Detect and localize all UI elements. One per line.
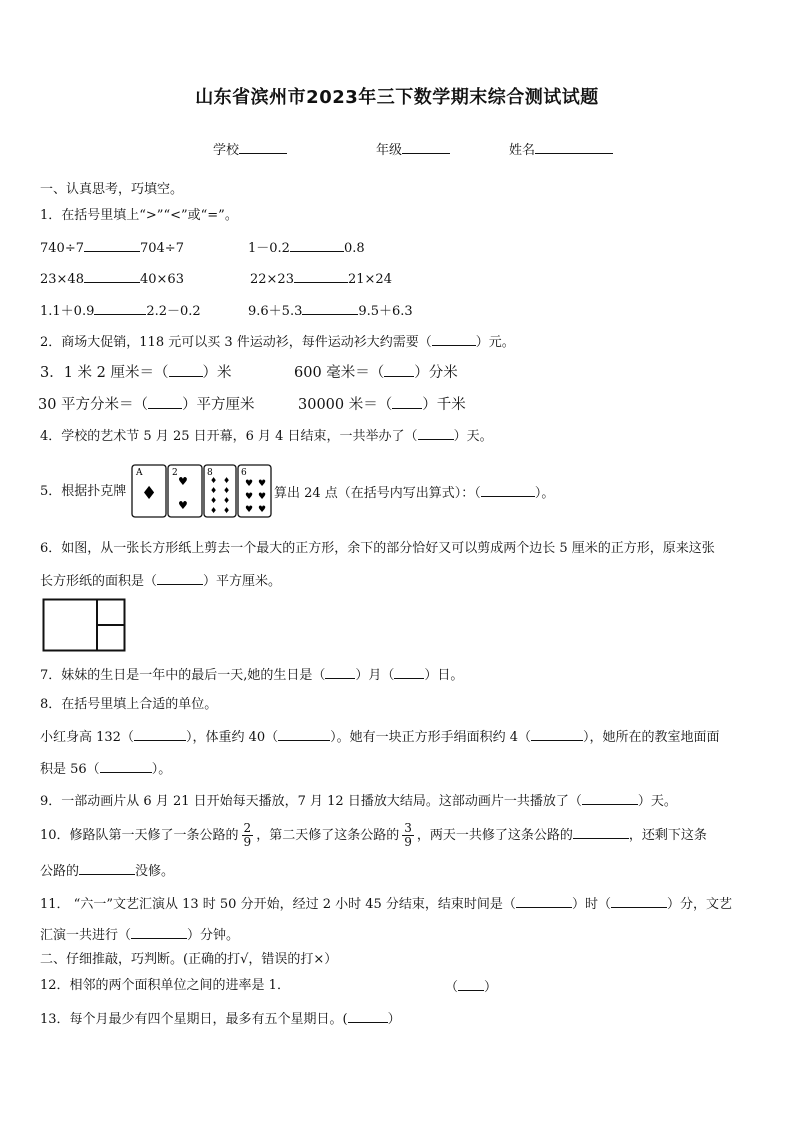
question-11-line-1: 11． “六一”文艺汇演从 13 时 50 分开始，经过 2 小时 45 分结束，结束时间是（ ）时（ ）分，文艺 [40, 897, 732, 912]
question-12: 12．相邻的两个面积单位之间的进率是 1． [40, 978, 290, 993]
svg-text:♥: ♥ [258, 492, 267, 502]
answer-blank[interactable] [394, 666, 424, 679]
compare-row-3a: 1.1＋0.9 2.2－0.2 [40, 304, 201, 319]
answer-blank[interactable] [516, 895, 572, 908]
answer-blank[interactable] [432, 333, 476, 346]
svg-text:♦: ♦ [141, 483, 158, 504]
answer-blank[interactable] [278, 728, 330, 741]
fraction-2-9: $\frac{2}{9}$ [243, 821, 252, 849]
svg-text:♥: ♥ [178, 499, 188, 512]
question-3a: 3．1 米 2 厘米＝（ ）米 [40, 365, 232, 381]
question-10-line-2: 公路的 没修。 [40, 864, 175, 879]
card-3 [204, 465, 236, 517]
svg-text:2: 2 [172, 468, 178, 478]
question-9: 9．一部动画片从 6 月 21 日开始每天播放，7 月 12 日播放大结局。这部动画片一共播放了（ ）天。 [40, 794, 677, 809]
answer-blank[interactable] [84, 270, 140, 283]
svg-text:♥: ♥ [245, 492, 254, 502]
question-8: 8．在括号里填上合适的单位。 [40, 697, 218, 712]
answer-blank[interactable] [384, 364, 414, 377]
answer-blank[interactable] [573, 826, 629, 839]
question-6-line-1: 6．如图，从一张长方形纸上剪去一个最大的正方形，余下的部分恰好又可以剪成两个边长 5 厘米的正方形，原来这张 [40, 541, 715, 556]
section-2-heading: 二、仔细推敲，巧判断。(正确的打√，错误的打×） [40, 952, 338, 967]
answer-blank[interactable] [325, 666, 355, 679]
svg-text:♦: ♦ [223, 496, 231, 505]
question-10-line-1: 10．修路队第一天修了一条公路的 $\frac{2}{9}$ ，第二天修了这条公路的 $\frac{3}{9}$ ，两天一共修了这条公路的 ，还剩下这条 [40, 821, 707, 849]
card-2 [168, 465, 202, 517]
answer-blank[interactable] [418, 427, 454, 440]
school-blank[interactable] [239, 141, 287, 154]
answer-blank[interactable] [294, 270, 348, 283]
question-1: 1．在括号里填上“>”“<”或“=”。 [40, 208, 238, 223]
section-1-heading: 一、认真思考，巧填空。 [40, 182, 184, 197]
answer-blank[interactable] [148, 396, 182, 409]
answer-blank[interactable] [348, 1010, 388, 1023]
rectangle-figure-icon [42, 598, 128, 654]
svg-text:♥: ♥ [178, 475, 188, 488]
question-13: 13．每个月最少有四个星期日，最多有五个星期日。( ） [40, 1012, 401, 1027]
answer-blank[interactable] [611, 895, 667, 908]
answer-blank[interactable] [157, 572, 203, 585]
grade-field [376, 141, 450, 159]
card-4 [238, 465, 271, 517]
question-3b: 600 毫米＝（ ）分米 [294, 365, 458, 381]
answer-blank[interactable] [392, 396, 422, 409]
compare-row-1a: 740÷7 704÷7 [40, 241, 184, 256]
question-8-line-2: 积是 56（ ）。 [40, 762, 172, 777]
compare-row-2a: 23×48 40×63 [40, 272, 184, 287]
svg-text:♦: ♦ [210, 496, 218, 505]
rectangle-diagram [42, 598, 128, 658]
grade-label: 年级 [376, 143, 403, 158]
school-label: 学校 [213, 143, 240, 158]
grade-blank[interactable] [402, 141, 450, 154]
question-11-line-2: 汇演一共进行（ ）分钟。 [40, 928, 240, 943]
card-1 [132, 465, 166, 517]
compare-row-3b: 9.6＋5.3 9.5＋6.3 [248, 304, 413, 319]
name-field [509, 141, 613, 159]
answer-blank[interactable] [79, 862, 135, 875]
question-7: 7．妹妹的生日是一年中的最后一天,她的生日是（ ）月（ ）日。 [40, 668, 464, 683]
svg-text:♦: ♦ [223, 506, 231, 515]
svg-text:8: 8 [207, 468, 213, 478]
name-blank[interactable] [535, 141, 613, 154]
compare-row-1b: 1－0.2 0.8 [248, 241, 365, 256]
school-field [213, 141, 287, 159]
page-title: 山东省滨州市2023年三下数学期末综合测试试题 [195, 87, 599, 108]
svg-text:♦: ♦ [223, 486, 231, 495]
answer-blank[interactable] [84, 239, 140, 252]
answer-blank[interactable] [531, 728, 583, 741]
name-label: 姓名 [509, 143, 536, 158]
answer-blank[interactable] [582, 792, 638, 805]
question-8-line-1: 小红身高 132（ ），体重约 40（ ）。她有一块正方形手绢面积约 4（ ），她所在的教室地面面 [40, 730, 720, 745]
svg-text:♥: ♥ [245, 505, 254, 515]
question-6-line-2: 长方形纸的面积是（ ）平方厘米。 [40, 574, 282, 589]
question-4: 4．学校的艺术节 5 月 25 日开幕，6 月 4 日结束，一共举办了（ ）天。 [40, 429, 493, 444]
svg-text:6: 6 [241, 468, 247, 478]
question-5-tail: 算出 24 点（在括号内写出算式）：（ ）。 [274, 486, 555, 501]
svg-text:♦: ♦ [210, 506, 218, 515]
fraction-3-9: $\frac{3}{9}$ [404, 821, 412, 849]
answer-blank[interactable] [134, 728, 186, 741]
answer-blank[interactable] [169, 364, 203, 377]
answer-blank[interactable] [302, 302, 358, 315]
svg-text:♥: ♥ [258, 479, 267, 489]
svg-text:♦: ♦ [210, 486, 218, 495]
playing-cards-icon [131, 463, 273, 521]
answer-blank[interactable] [94, 302, 146, 315]
playing-cards [131, 463, 273, 521]
svg-text:A: A [136, 468, 143, 478]
svg-text:♦: ♦ [210, 476, 218, 485]
answer-blank[interactable] [458, 978, 484, 991]
question-2: 2．商场大促销，118 元可以买 3 件运动衫，每件运动衫大约需要（ ）元。 [40, 335, 515, 350]
question-5-lead: 5．根据扑克牌 [40, 484, 127, 499]
answer-blank[interactable] [100, 760, 152, 773]
question-3c: 30 平方分米＝（ ）平方厘米 [38, 397, 255, 413]
answer-blank[interactable] [481, 484, 535, 497]
compare-row-2b: 22×23 21×24 [250, 272, 392, 287]
svg-text:♦: ♦ [223, 476, 231, 485]
answer-blank[interactable] [131, 926, 187, 939]
svg-text:♥: ♥ [245, 479, 254, 489]
answer-blank[interactable] [290, 239, 344, 252]
question-3d: 30000 米＝（ ）千米 [298, 397, 466, 413]
svg-text:♥: ♥ [258, 505, 267, 515]
question-12-answer: （ ） [445, 980, 498, 995]
